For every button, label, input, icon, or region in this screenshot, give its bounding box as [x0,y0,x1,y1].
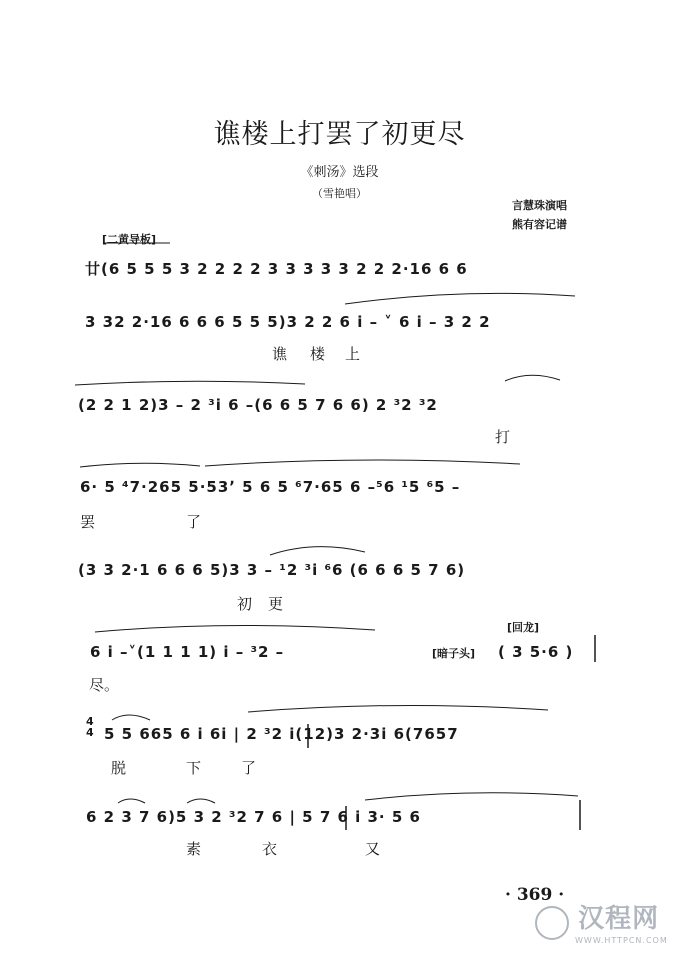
lyric-syllable: 谯 [272,345,288,363]
tie-arc [80,463,200,467]
lyric-syllable: 初 [237,595,253,613]
tie-arc [75,381,305,385]
tail-phrase: ( 3 5·6 ) [498,643,574,661]
tie-arc [345,293,575,304]
slur-arc [118,799,145,803]
lyric-syllable: 更 [268,595,284,613]
lyric-syllable: 衣 [262,840,278,858]
banshi-marker-daoban: [二黄导板] [102,233,157,246]
lyric-syllable: 上 [345,345,361,363]
notation-line-4: 6· 5 ⁴7·265 5·53ʼ 5 6 5 ⁶7·65 6 –⁵6 ¹5 ⁶5 – [80,478,461,496]
performer-credit: 言慧珠演唱 [512,199,567,212]
notation-line-7: 5 5 665 6 i 6i | 2 ³2 i(12)3 2·3i 6(7657 [104,725,459,743]
notation-line-6: 6 i –˅(1 1 1 1) i – ³2 – [90,643,285,661]
lyric-syllable: 了 [241,759,257,777]
watermark-url: WWW.HTTPCN.COM [575,935,668,945]
tie-arc [248,705,548,712]
lyric-syllable: 尽。 [89,676,120,694]
time-signature-top: 4 [86,715,95,728]
banshi-marker-huilong: [回龙] [507,621,540,634]
notation-line-1: 廿(6 5 5 5 3 2 2 2 2 3 3 3 3 3 2 2 2·16 6 6 [85,260,468,278]
page-title: 谯楼上打罢了初更尽 [213,119,466,150]
singer-note: （雪艳唱） [312,187,367,200]
lyric-syllable: 了 [186,513,202,531]
tie-arc [365,793,578,800]
slur-arc [187,799,215,803]
transcriber-credit: 熊有容记谱 [512,218,567,231]
tie-arc [95,625,375,632]
notation-line-5: (3 3 2·1 6 6 6 5)3 3 – ¹2 ³i ⁶6 (6 6 6 5 7 6) [78,561,466,579]
lyric-syllable: 又 [365,840,381,858]
lyric-syllable: 打 [495,428,511,446]
notation-line-3: (2 2 1 2)3 – 2 ³i 6 –(6 6 5 7 6 6) 2 ³2 ³2 [78,396,438,414]
tie-arc [270,547,365,555]
subtitle: 《刺汤》选段 [300,165,379,180]
watermark-text: 汉程网 [578,904,660,934]
time-signature-bottom: 4 [86,726,95,739]
notation-line-8: 6 2 3 7 6)5 3 2 ³2 7 6 | 5 7 6 i 3· 5 6 [86,808,421,826]
banshi-marker-xiaozitou: [暗子头] [432,647,476,660]
notation-line-2: 3 32 2·16 6 6 6 5 5 5)3 2 2 6 i – ˅ 6 i – 3 2 2 [85,313,491,331]
slur-arc [112,715,150,720]
tie-arc [205,460,520,466]
page-number: · 369 · [505,885,565,905]
lyric-syllable: 罢 [80,513,96,531]
slur-arc [505,375,560,381]
lyric-syllable: 楼 [310,345,326,363]
lyric-syllable: 下 [186,759,202,777]
lyric-syllable: 素 [186,840,202,858]
watermark-logo-icon [535,906,569,940]
lyric-syllable: 脱 [111,759,127,777]
watermark [535,898,668,945]
